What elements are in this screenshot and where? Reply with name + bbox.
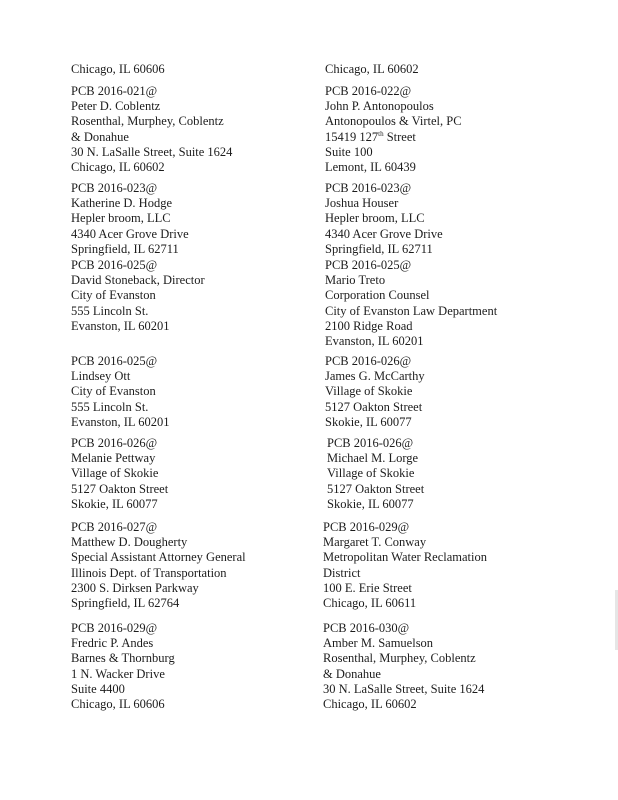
address-line: District	[323, 565, 361, 580]
address-line: 4340 Acer Grove Drive	[71, 226, 189, 241]
address-line: Suite 100	[325, 144, 373, 159]
left-address-block-5	[71, 354, 169, 430]
address-line: Joshua Houser	[325, 196, 399, 211]
address-line: Michael M. Lorge	[327, 451, 419, 466]
address-line: David Stoneback, Director	[71, 273, 205, 288]
address-line: 5127 Oakton Street	[327, 481, 425, 496]
case-number: PCB 2016-022@	[325, 84, 412, 98]
address-line: Springfield, IL 62711	[71, 241, 179, 256]
address-line: 555 Lincoln St.	[71, 399, 149, 414]
left-address-block-6	[71, 436, 168, 512]
right-address-block-5	[325, 354, 425, 430]
address-line: Suite 4400	[71, 681, 125, 696]
case-number: PCB 2016-029@	[71, 621, 158, 635]
left-address-block-4	[71, 258, 205, 334]
address-line: City of Evanston	[71, 384, 156, 399]
address-line: Illinois Dept. of Transportation	[71, 565, 227, 580]
address-line: Chicago, IL 60602	[323, 697, 417, 712]
right-address-block-3	[325, 181, 443, 257]
right-address-block-6	[327, 436, 424, 512]
address-line: Barnes & Thornburg	[71, 651, 175, 666]
address-line: Lindsey Ott	[71, 369, 131, 384]
address-line: Village of Skokie	[71, 466, 159, 481]
address-line: Rosenthal, Murphey, Coblentz	[71, 114, 224, 129]
address-line: Rosenthal, Murphey, Coblentz	[323, 651, 476, 666]
right-address-block-1	[325, 62, 419, 77]
left-address-block-8	[71, 621, 175, 712]
address-line: Lemont, IL 60439	[325, 160, 416, 175]
ordinal-suffix: th	[378, 129, 384, 138]
right-address-block-2	[325, 84, 462, 175]
address-line: & Donahue	[71, 129, 129, 144]
address-line: Skokie, IL 60077	[327, 496, 414, 511]
address-line: & Donahue	[323, 666, 381, 681]
address-line: Chicago, IL 60611	[323, 596, 417, 611]
address-line: Special Assistant Attorney General	[71, 550, 246, 565]
address-line: City of Evanston Law Department	[325, 303, 498, 318]
address-line: Melanie Pettway	[71, 451, 156, 466]
address-line: Fredric P. Andes	[71, 636, 154, 651]
address-line: Amber M. Samuelson	[323, 636, 434, 651]
case-number: PCB 2016-023@	[325, 181, 412, 195]
address-line: Hepler broom, LLC	[71, 211, 171, 226]
street-suffix: Street	[383, 129, 416, 144]
address-line: Village of Skokie	[325, 384, 413, 399]
address-line: Katherine D. Hodge	[71, 196, 173, 211]
address-line: 2100 Ridge Road	[325, 318, 413, 333]
left-address-block-7	[71, 520, 246, 611]
address-line: Evanston, IL 60201	[71, 318, 170, 333]
address-line: Springfield, IL 62711	[325, 241, 433, 256]
address-line: Metropolitan Water Reclamation	[323, 550, 487, 565]
address-line: John P. Antonopoulos	[325, 99, 434, 114]
address-line: Springfield, IL 62764	[71, 596, 180, 611]
case-number: PCB 2016-027@	[71, 520, 158, 534]
address-line: 2300 S. Dirksen Parkway	[71, 580, 199, 595]
street-line	[325, 130, 462, 145]
case-number: PCB 2016-025@	[71, 354, 158, 368]
case-number: PCB 2016-030@	[323, 621, 410, 635]
address-line: Antonopoulos & Virtel, PC	[325, 114, 462, 129]
case-number: PCB 2016-023@	[71, 181, 158, 195]
case-number: PCB 2016-026@	[325, 354, 412, 368]
left-address-block-3	[71, 181, 189, 257]
address-line: Mario Treto	[325, 273, 386, 288]
case-number: PCB 2016-026@	[71, 436, 158, 450]
address-line: Evanston, IL 60201	[71, 414, 170, 429]
left-address-block-1	[71, 62, 165, 77]
address-line: 4340 Acer Grove Drive	[325, 226, 443, 241]
address-line: Chicago, IL 60606	[71, 697, 165, 712]
address-line: 30 N. LaSalle Street, Suite 1624	[71, 144, 233, 159]
address-line: 5127 Oakton Street	[325, 399, 423, 414]
address-line: 5127 Oakton Street	[71, 481, 169, 496]
address-line: Margaret T. Conway	[323, 535, 427, 550]
address-line: Corporation Counsel	[325, 288, 430, 303]
address-line: Evanston, IL 60201	[325, 334, 424, 349]
address-line: Skokie, IL 60077	[325, 414, 412, 429]
address-line: 1 N. Wacker Drive	[71, 666, 165, 681]
address-line: Matthew D. Dougherty	[71, 535, 188, 550]
address-line: 30 N. LaSalle Street, Suite 1624	[323, 681, 485, 696]
street-number: 15419 127	[325, 129, 379, 144]
address-line: Hepler broom, LLC	[325, 211, 425, 226]
address-line: Village of Skokie	[327, 466, 415, 481]
left-address-block-2	[71, 84, 232, 175]
right-address-block-7	[323, 520, 487, 611]
address-line: City of Evanston	[71, 288, 156, 303]
address-line: Skokie, IL 60077	[71, 496, 158, 511]
right-address-block-8	[323, 621, 484, 712]
address-line: James G. McCarthy	[325, 369, 425, 384]
right-address-block-4	[325, 258, 497, 349]
address-line: Chicago, IL 60602	[325, 62, 419, 76]
case-number: PCB 2016-025@	[71, 258, 158, 272]
address-line: Chicago, IL 60602	[71, 160, 165, 175]
case-number: PCB 2016-026@	[327, 436, 414, 450]
case-number: PCB 2016-029@	[323, 520, 410, 534]
address-line: Peter D. Coblentz	[71, 99, 161, 114]
case-number: PCB 2016-021@	[71, 84, 158, 98]
case-number: PCB 2016-025@	[325, 258, 412, 272]
address-line: 100 E. Erie Street	[323, 580, 412, 595]
address-line: 555 Lincoln St.	[71, 303, 149, 318]
address-line: Chicago, IL 60606	[71, 62, 165, 76]
